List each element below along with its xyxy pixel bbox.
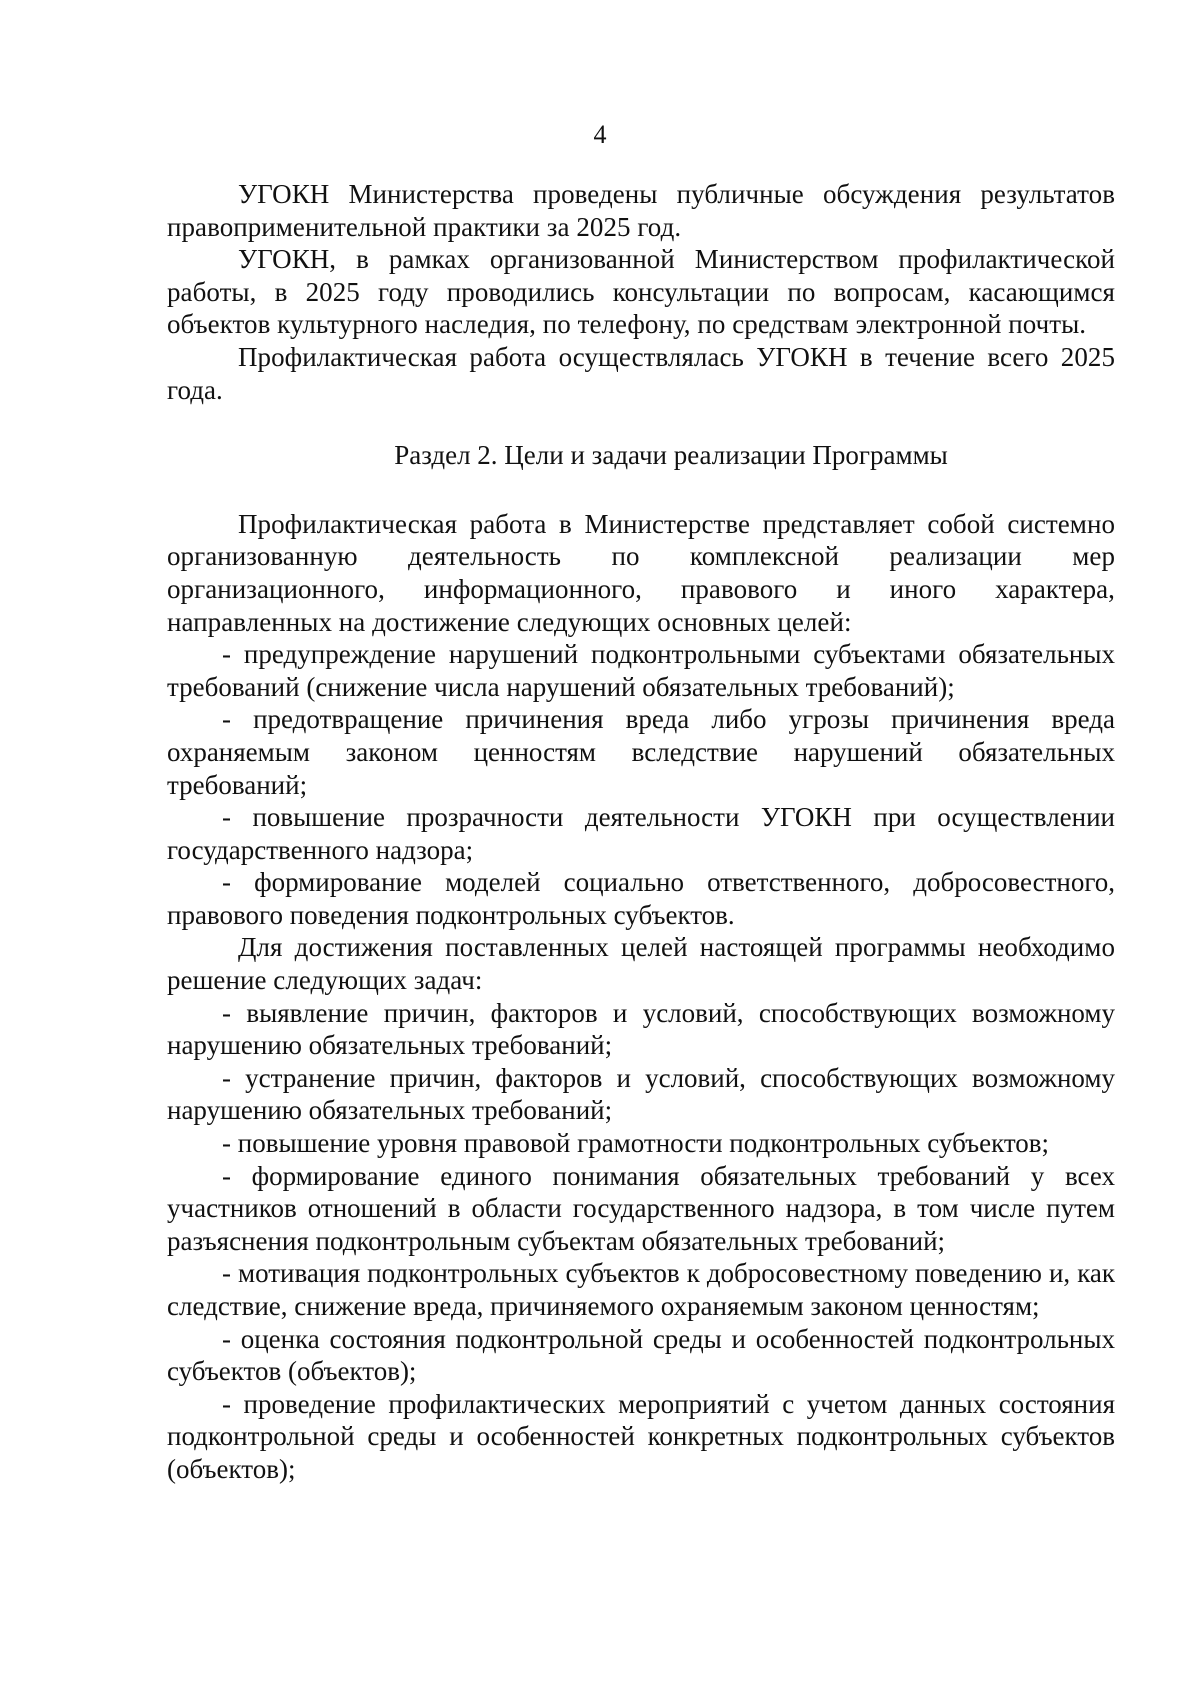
task-item: - оценка состояния подконтрольной среды и особенностей подконтрольных субъектов (объектов);	[167, 1323, 1115, 1387]
document-body	[167, 178, 1115, 1486]
goal-item: - повышение прозрачности деятельности УГОКН при осуществлении государственного надзора;	[167, 802, 1115, 865]
task-item: - повышение уровня правовой грамотности подконтрольных субъектов;	[222, 1128, 1050, 1159]
task-item: - формирование единого понимания обязательных требований у всех участников отношений в области государственного надзора, в том числе путем разъяснения подконтрольным субъектам обязательных требований;	[167, 1160, 1115, 1256]
intro-paragraph-1: УГОКН Министерства проведены публичные обсуждения результатов правоприменительной практики за 2025 год.	[167, 179, 1115, 242]
tasks-intro-paragraph: Для достижения поставленных целей настоящей программы необходимо решение следующих задач:	[167, 932, 1115, 996]
goal-item: - предотвращение причинения вреда либо угрозы причинения вреда охраняемым законом ценностям вследствие нарушений обязательных требований;	[167, 704, 1115, 800]
intro-paragraph-2: УГОКН, в рамках организованной Министерством профилактической работы, в 2025 году проводились консультации по вопросам, касающимся объектов культурного наследия, по телефону, по средствам электронной почты.	[167, 244, 1115, 340]
task-item: - мотивация подконтрольных субъектов к добросовестному поведению и, как следствие, снижение вреда, причиняемого охраняемым законом ценностям;	[167, 1258, 1115, 1321]
section-title: Раздел 2. Цели и задачи реализации Программы	[394, 440, 948, 471]
task-item: - проведение профилактических мероприятий с учетом данных состояния подконтрольной среды и особенностей конкретных подконтрольных субъектов (объектов);	[167, 1388, 1115, 1484]
task-item: - устранение причин, факторов и условий, способствующих возможному нарушению обязательных требований;	[167, 1062, 1115, 1126]
goal-item: - формирование моделей социально ответственного, добросовестного, правового поведения подконтрольных субъектов.	[167, 867, 1115, 930]
goals-intro-paragraph: Профилактическая работа в Министерстве представляет собой системно организованную деятельность по комплексной реализации мер организационного, информационного, правового и иного характера, направленных на достижение следующих основных целей:	[167, 508, 1115, 637]
intro-paragraph-3: Профилактическая работа осуществлялась УГОКН в течение всего 2025 года.	[167, 341, 1115, 405]
task-item: - выявление причин, факторов и условий, способствующих возможному нарушению обязательных требований;	[167, 997, 1115, 1061]
page-number: 4	[593, 120, 607, 149]
goal-item: - предупреждение нарушений подконтрольными субъектами обязательных требований (снижение числа нарушений обязательных требований);	[167, 639, 1115, 702]
